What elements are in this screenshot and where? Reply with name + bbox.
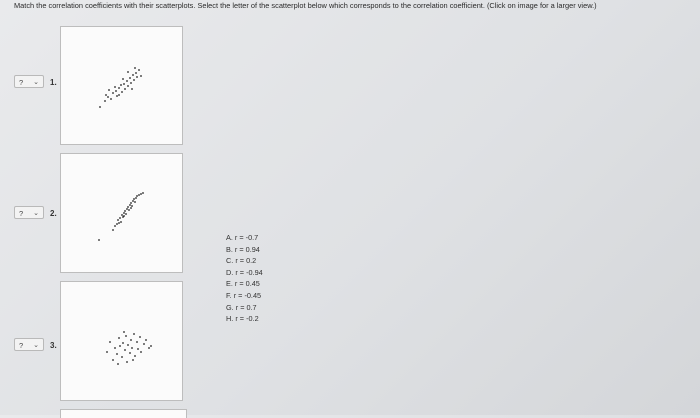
scatterplot-1[interactable]	[60, 26, 183, 145]
scatterplot-2[interactable]	[60, 153, 183, 273]
answer-select-2[interactable]	[14, 206, 44, 219]
scatterplot-3-points	[61, 282, 182, 400]
answer-select-1[interactable]	[14, 75, 44, 88]
option-g: G. r = 0.7	[226, 302, 257, 312]
chevron-down-icon: ⌄	[33, 210, 39, 217]
scatterplot-1-points	[61, 27, 182, 144]
scatterplot-2-points	[61, 154, 182, 272]
option-a: A. r = -0.7	[226, 233, 259, 242]
scatterplot-3[interactable]	[60, 281, 183, 401]
scatterplot-4-partial[interactable]	[60, 409, 187, 418]
answer-select-value: ?	[19, 209, 24, 218]
item-number-2: 2.	[50, 209, 57, 218]
answer-select-value: ?	[19, 78, 24, 87]
option-b: B. r = 0.94	[226, 244, 260, 254]
option-c: C. r = 0.2	[226, 256, 257, 266]
answer-select-value: ?	[19, 341, 24, 350]
correlation-options	[226, 232, 263, 325]
option-h: H. r = -0.2	[226, 314, 259, 324]
option-e: E. r = 0.45	[226, 279, 260, 289]
chevron-down-icon: ⌄	[33, 342, 39, 349]
item-number-3: 3.	[50, 341, 57, 350]
item-number-1: 1.	[50, 78, 57, 87]
instructions-text: Match the correlation coefficients with their scatterplots. Select the letter of the scatterplot below which corresponds to the correlation coefficient. (Click on image for a larger view.)	[14, 1, 597, 10]
chevron-down-icon: ⌄	[33, 79, 39, 86]
option-f: F. r = -0.45	[226, 290, 262, 300]
option-d: D. r = -0.94	[226, 267, 263, 277]
answer-select-3[interactable]	[14, 338, 44, 351]
